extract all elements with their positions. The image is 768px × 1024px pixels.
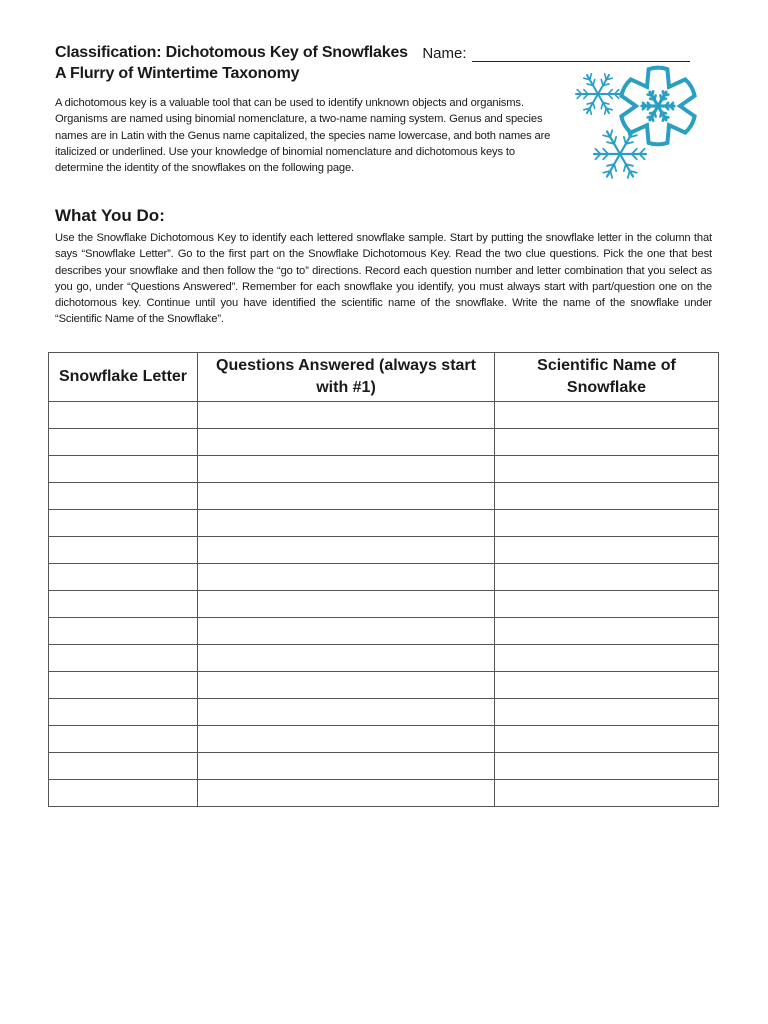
- intro-paragraph: A dichotomous key is a valuable tool that can be used to identify unknown objects and organisms. Organisms are named using binomial nomenclature, a two-name naming system. Genus and species names are in Latin with the Genus name capitalized, the species name lowercase, and both names are italicized or underlined. Use your knowledge of binomial nomenclature and dichotomous keys to determine the identity of the snowflakes on the following page.: [55, 97, 551, 175]
- cell-snowflake-letter[interactable]: [49, 699, 198, 726]
- cell-scientific-name[interactable]: [495, 726, 719, 753]
- cell-questions-answered[interactable]: [198, 780, 495, 807]
- cell-snowflake-letter[interactable]: [49, 456, 198, 483]
- cell-snowflake-letter[interactable]: [49, 429, 198, 456]
- instructions-paragraph: Use the Snowflake Dichotomous Key to identify each lettered snowflake sample. Start by putting the snowflake letter in the column that says “Snowflake Letter”. Go to the first part on the Snowflake Dichotomous Key. Read the two clue questions. Pick the one that best describes your snowflake and then follow the “go to” directions. Record each question number and letter combination that you select as you go, under “Questions Answered”. Remember for each snowflake you identify, you must always start with part/question one on the dichotomous key. Continue until you have identified the scientific name of the snowflake. Write the name of the snowflake under “Scientific Name of the Snowflake”.: [55, 232, 712, 326]
- table-row: [49, 591, 719, 618]
- title-row: [55, 44, 715, 66]
- answer-table: [48, 352, 719, 807]
- table-row: [49, 402, 719, 429]
- cell-scientific-name[interactable]: [495, 537, 719, 564]
- answer-table-header-row: [49, 353, 719, 402]
- table-row: [49, 780, 719, 807]
- cell-snowflake-letter[interactable]: [49, 483, 198, 510]
- table-row: [49, 618, 719, 645]
- cell-scientific-name[interactable]: [495, 456, 719, 483]
- table-row: [49, 456, 719, 483]
- cell-scientific-name[interactable]: [495, 780, 719, 807]
- table-row: [49, 483, 719, 510]
- cell-scientific-name[interactable]: [495, 699, 719, 726]
- cell-questions-answered[interactable]: [198, 483, 495, 510]
- table-row: [49, 537, 719, 564]
- cell-snowflake-letter[interactable]: [49, 402, 198, 429]
- cell-snowflake-letter[interactable]: [49, 564, 198, 591]
- page-title: Classification: Dichotomous Key of Snowflakes: [55, 44, 408, 61]
- cell-questions-answered[interactable]: [198, 402, 495, 429]
- cell-snowflake-letter[interactable]: [49, 618, 198, 645]
- cell-snowflake-letter[interactable]: [49, 510, 198, 537]
- cell-questions-answered[interactable]: [198, 591, 495, 618]
- name-blank-line: [472, 45, 690, 62]
- cell-snowflake-letter[interactable]: [49, 780, 198, 807]
- cell-snowflake-letter[interactable]: [49, 645, 198, 672]
- cell-questions-answered[interactable]: [198, 726, 495, 753]
- cell-questions-answered[interactable]: [198, 645, 495, 672]
- cell-questions-answered[interactable]: [198, 510, 495, 537]
- name-label: Name:: [422, 45, 467, 62]
- page-subtitle: A Flurry of Wintertime Taxonomy: [55, 65, 300, 82]
- cell-scientific-name[interactable]: [495, 510, 719, 537]
- table-row: [49, 753, 719, 780]
- header-snowflake-letter: Snowflake Letter: [49, 353, 198, 402]
- table-row: [49, 672, 719, 699]
- cell-questions-answered[interactable]: [198, 672, 495, 699]
- header-questions-answered: Questions Answered (always start with #1): [198, 353, 495, 402]
- cell-scientific-name[interactable]: [495, 483, 719, 510]
- table-row: [49, 645, 719, 672]
- cell-scientific-name[interactable]: [495, 564, 719, 591]
- cell-scientific-name[interactable]: [495, 753, 719, 780]
- cell-questions-answered[interactable]: [198, 564, 495, 591]
- table-row: [49, 699, 719, 726]
- cell-snowflake-letter[interactable]: [49, 753, 198, 780]
- cell-questions-answered[interactable]: [198, 537, 495, 564]
- cell-scientific-name[interactable]: [495, 645, 719, 672]
- cell-scientific-name[interactable]: [495, 429, 719, 456]
- table-row: [49, 726, 719, 753]
- cell-questions-answered[interactable]: [198, 753, 495, 780]
- snowflake-cluster-icon: [570, 64, 710, 186]
- cell-snowflake-letter[interactable]: [49, 537, 198, 564]
- cell-scientific-name[interactable]: [495, 618, 719, 645]
- section-heading-what-you-do: What You Do:: [55, 206, 165, 225]
- cell-questions-answered[interactable]: [198, 429, 495, 456]
- cell-questions-answered[interactable]: [198, 456, 495, 483]
- header-scientific-name: Scientific Name of Snowflake: [495, 353, 719, 402]
- cell-scientific-name[interactable]: [495, 672, 719, 699]
- cell-questions-answered[interactable]: [198, 699, 495, 726]
- cell-snowflake-letter[interactable]: [49, 672, 198, 699]
- cell-snowflake-letter[interactable]: [49, 726, 198, 753]
- cell-snowflake-letter[interactable]: [49, 591, 198, 618]
- cell-scientific-name[interactable]: [495, 591, 719, 618]
- table-row: [49, 429, 719, 456]
- table-row: [49, 510, 719, 537]
- cell-questions-answered[interactable]: [198, 618, 495, 645]
- table-row: [49, 564, 719, 591]
- cell-scientific-name[interactable]: [495, 402, 719, 429]
